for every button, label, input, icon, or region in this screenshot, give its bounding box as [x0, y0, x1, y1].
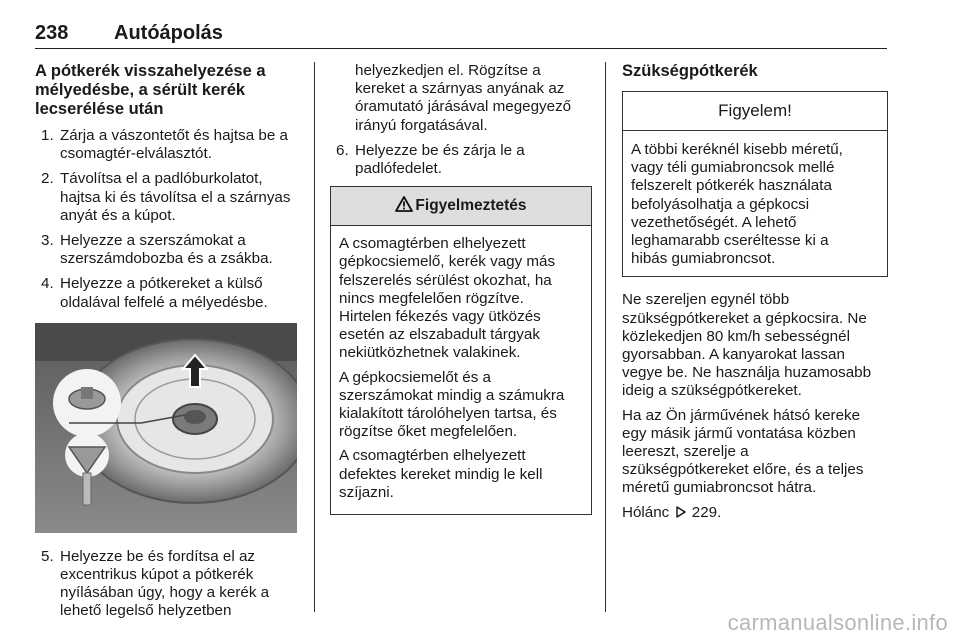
step-4: 4. Helyezze a pótkereket a külső oldalával felfelé a mélyedésbe.	[41, 275, 268, 311]
column-right	[622, 62, 888, 528]
warning-body	[331, 226, 591, 514]
steps-list-final	[330, 142, 592, 178]
page-header	[35, 16, 887, 46]
notice-box	[622, 91, 888, 277]
spare-usage-paragraph: Ne szereljen egynél több szükségpótkereket a gépkocsira. Ne közlekedjen 80 km/h sebességnél gyorsabban. A kanyarokat lassan vegye be. Ne használja huzamosabb ideig a szükségpótkereket.	[622, 291, 872, 400]
spare-wheel-photo	[35, 323, 297, 533]
step-1: 1. Zárja a vászontetőt és hajtsa be a csomagtér-elválasztót.	[41, 127, 288, 163]
column-middle	[330, 62, 592, 515]
section-title-temporary-spare: Szükségpótkerék	[622, 62, 758, 80]
page-number: 238	[35, 22, 69, 44]
notice-body: A többi keréknél kisebb méretű, vagy téli gumiabroncsok mellé felszerelt pótkerék használata befolyásolhatja a gépkocsi vezethetőségét. A lehető leghamarabb cseréltesse ki a hibás gumiabroncsot.	[631, 141, 843, 268]
column-left	[35, 62, 301, 628]
column-divider-1	[314, 62, 315, 612]
warning-paragraph-1: A csomagtérben elhelyezett gépkocsiemelő, kerék vagy más felszerelés sérülést okozhat, ha nincs megfelelően rögzítve. Hirtelen fékezés vagy ütközés esetén az elszabadult tárgyak nekiütközhetnek valakinek.	[339, 235, 556, 362]
step-5: 5. Helyezze be és fordítsa el az excentrikus kúpot a pótkerék nyílásában úgy, hogy a kerék a lehető legelső helyzetben	[41, 547, 270, 620]
notice-title: Figyelem!	[623, 92, 887, 131]
step-6: 6. Helyezze be és zárja le a padlófedelet.	[336, 141, 525, 178]
warning-paragraph-3: A csomagtérben elhelyezett defektes kereket mindig le kell szíjazni.	[339, 447, 543, 501]
header-rule	[35, 48, 887, 49]
spare-wheel-illustration	[35, 323, 297, 533]
step-3: 3. Helyezze a szerszámokat a szerszámdobozba és a zsákba.	[41, 232, 273, 268]
snow-chain-reference[interactable]: Hólánc 229.	[622, 503, 722, 521]
column-divider-2	[605, 62, 606, 612]
snow-chain-page-link[interactable]: 229.	[691, 503, 722, 521]
chapter-title: Autóápolás	[114, 22, 223, 44]
step-2: 2. Távolítsa el a padlóburkolatot, hajtsa ki és távolítsa el a szárnyas anyát és a kúpot.	[41, 170, 291, 224]
towing-paragraph: Ha az Ön járművének hátsó kereke egy másik jármű vontatása közben leereszt, szerelje a szükségpótkereket előre, és a teljes méretű gumiabroncsot hátra.	[622, 406, 864, 497]
warning-triangle-icon	[395, 196, 413, 212]
steps-list-continued	[35, 548, 301, 621]
page-reference-arrow-icon	[676, 506, 686, 518]
section-title-spare-wheel-stow: A pótkerék visszahelyezése a mélyedésbe, a sérült kerék lecserélése után	[35, 62, 266, 118]
step-5-continued: helyezkedjen el. Rögzítse a kereket a szárnyas anyának az óramutató járásával megegyező irányú forgatásával.	[355, 62, 572, 134]
warning-box	[330, 186, 592, 515]
warning-paragraph-2: A gépkocsiemelőt és a szerszámokat mindig a számukra kialakított tárolóhelyen tartsa, és rögzítse őket megfelelően.	[339, 368, 565, 441]
warning-title: Figyelmeztetés	[415, 197, 527, 215]
warning-header	[331, 187, 591, 226]
watermark: carmanualsonline.info	[727, 610, 948, 635]
steps-list	[35, 127, 301, 312]
